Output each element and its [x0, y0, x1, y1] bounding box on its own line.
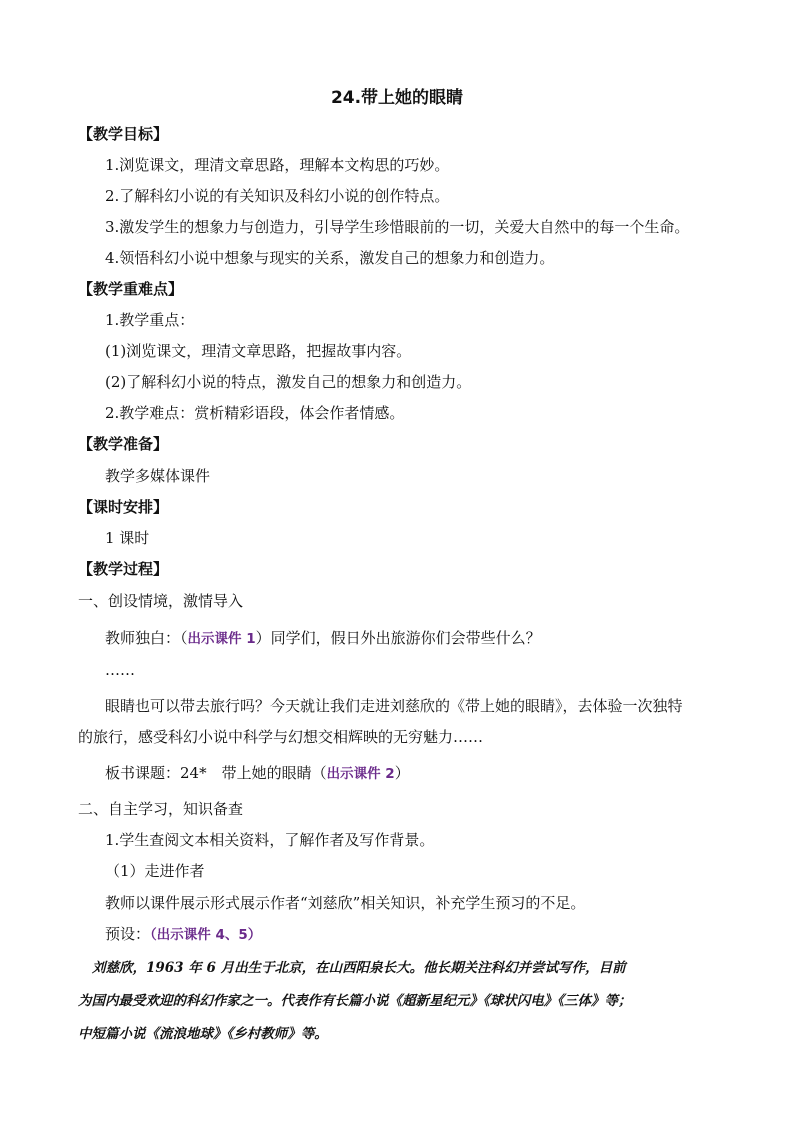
p1-text-b: ）同学们，假日外出旅游你们会带些什么？: [255, 629, 541, 647]
goal-item-1: 1.浏览课文，理清文章思路，理解本文构思的巧妙。: [105, 156, 450, 174]
courseware-ref-2: 出示课件 2: [326, 766, 395, 782]
courseware-ref-1: 出示课件 1: [187, 631, 256, 647]
process-heading: 【教学过程】: [78, 560, 169, 578]
section-1-title: 一、创设情境，激情导入: [78, 592, 244, 610]
paragraph-intro-line-1: 眼睛也可以带去旅行吗？今天就让我们走进刘慈欣的《带上她的眼睛》，去体验一次独特: [105, 697, 683, 715]
author-bio-line-2: 为国内最受欢迎的科幻作家之一。代表作有长篇小说《超新星纪元》《球状闪电》《三体》等；: [78, 993, 632, 1009]
p1-text-a: 教师独白：（: [105, 629, 188, 647]
keypoint-item-1: 1.教学重点：: [105, 311, 195, 329]
prep-heading: 【教学准备】: [78, 435, 169, 453]
paragraph-board-title: [105, 763, 410, 784]
author-bio-line-3: 中短篇小说《流浪地球》《乡村教师》等。: [78, 1026, 328, 1042]
schedule-heading: 【课时安排】: [78, 498, 169, 516]
p3-text-b: ）: [394, 764, 410, 782]
schedule-text: 1 课时: [105, 529, 150, 547]
goal-item-4: 4.领悟科幻小说中想象与现实的关系，激发自己的想象力和创造力。: [105, 249, 555, 267]
page-title: 24.带上她的眼睛: [330, 88, 464, 108]
ellipsis: ……: [105, 661, 135, 679]
goal-item-3: 3.激发学生的想象力与创造力，引导学生珍惜眼前的一切，关爱大自然中的每一个生命。: [105, 218, 690, 236]
keypoints-heading: 【教学重难点】: [78, 280, 184, 298]
section-2-paragraph: 教师以课件展示形式展示作者“刘慈欣”相关知识，补充学生预习的不足。: [105, 894, 586, 912]
prep-text: 教学多媒体课件: [105, 467, 211, 485]
courseware-ref-4-5: （出示课件 4、5）: [150, 927, 262, 943]
section-2-item-1: 1.学生查阅文本相关资料，了解作者及写作背景。: [105, 831, 435, 849]
keypoint-item-4: 2.教学难点：赏析精彩语段，体会作者情感。: [105, 404, 405, 422]
keypoint-item-2: (1)浏览课文，理清文章思路，把握故事内容。: [105, 342, 412, 360]
paragraph-intro-line-2: 的旅行，感受科幻小说中科学与幻想交相辉映的无穷魅力……: [78, 728, 484, 746]
section-2-title: 二、自主学习，知识备查: [78, 800, 244, 818]
p3-text-a: 板书课题：24* 带上她的眼睛（: [105, 764, 327, 782]
author-bio-line-1: 刘慈欣，1963 年 6 月出生于北京，在山西阳泉长大。他长期关注科幻并尝试写作，目前: [92, 960, 626, 976]
goals-heading: 【教学目标】: [78, 125, 169, 143]
paragraph-teacher-monologue: [105, 628, 541, 649]
keypoint-item-3: (2)了解科幻小说的特点，激发自己的想象力和创造力。: [105, 373, 472, 391]
preset-line: [105, 924, 261, 945]
goal-item-2: 2.了解科幻小说的有关知识及科幻小说的创作特点。: [105, 187, 450, 205]
preset-label: 预设：: [105, 925, 151, 943]
section-2-sub-1: （1）走进作者: [105, 862, 205, 880]
